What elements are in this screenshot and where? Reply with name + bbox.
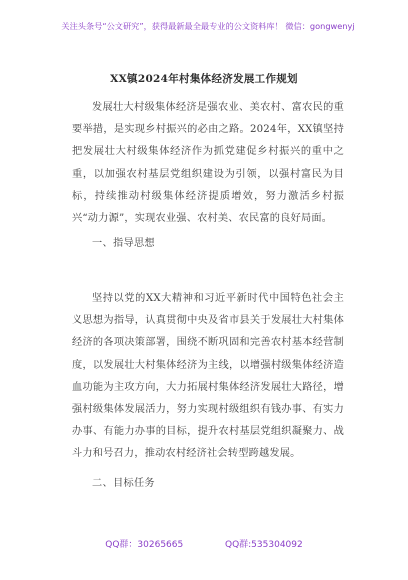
section-heading-goals-tasks: 二、目标任务: [92, 478, 155, 489]
section-heading-guiding-ideology: 一、指导思想: [92, 238, 155, 249]
qq-group-2: QQ群:535304092: [224, 540, 303, 550]
intro-paragraph: 发展壮大村级集体经济是强农业、美农村、富农民的重要举措，是实现乡村振兴的必由之路。2024年，XX镇坚持把发展壮大村级集体经济作为抓党建促乡村振兴的重中之重，以加强农村基层党组织建设为引领，以强村富民为目标，持续推动村级集体经济提质增效，努力激活乡村振兴“动力源”，实现农业强、农村美、农民富的良好局面。: [72, 102, 344, 225]
qq-group-1: QQ群：30265665: [105, 540, 184, 550]
footer-contact: [0, 537, 408, 550]
promo-banner: 关注头条号“公文研究”，获得最新最全最专业的公文资料库！ 微信：gongwenyj: [61, 21, 355, 31]
section-body-guiding-ideology: 坚持以党的XX大精神和习近平新时代中国特色社会主义思想为指导，认真贯彻中央及省市县关于发展壮大村集体经济的各项决策部署，围绕不断巩固和完善农村基本经营制度，以发展壮大村集体经济为主线，以增强村级集体经济造血功能为主攻方向，大力拓展村集体经济发展壮大路径，增强村级集体发展活力，努力实现村级组织有钱办事、有实力办事、有能力办事的目标，提升农村基层党组织凝聚力、战斗力和号召力，推动农村经济社会转型跨越发展。: [72, 293, 344, 460]
document-title: XX镇2024年村集体经济发展工作规划: [110, 73, 298, 85]
